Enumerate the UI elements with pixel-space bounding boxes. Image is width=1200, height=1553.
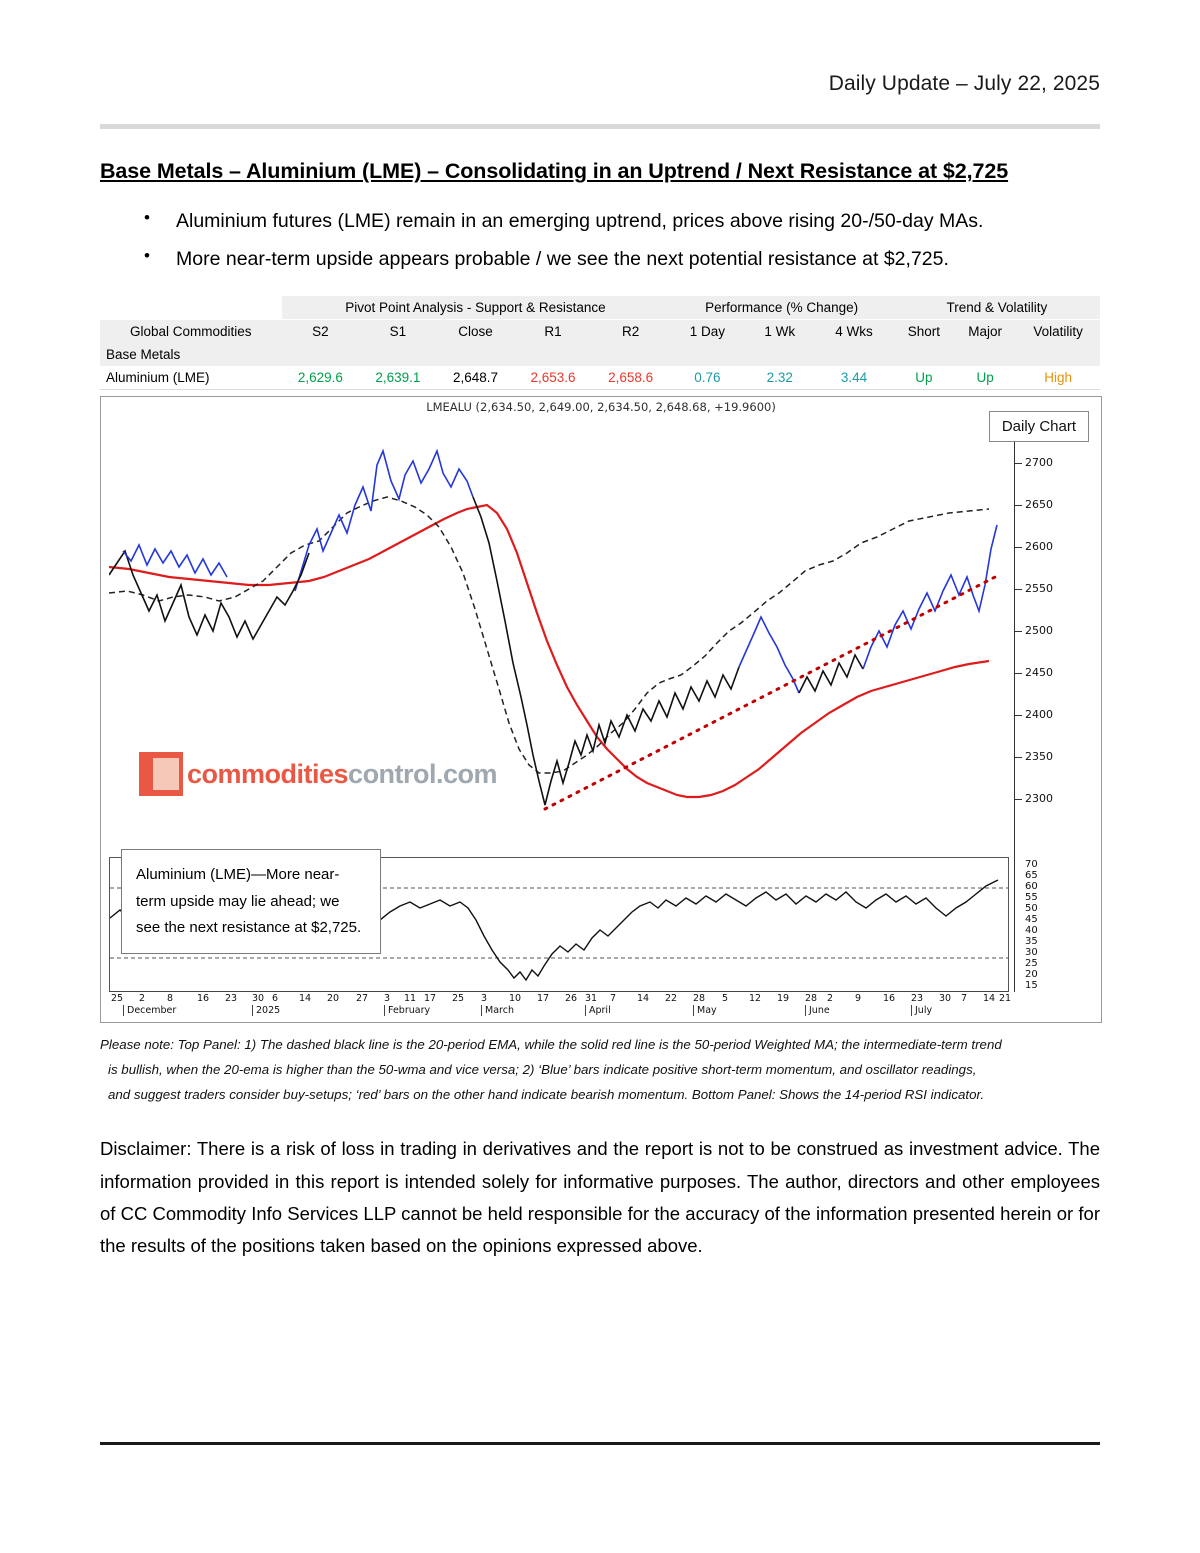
month-label: March — [481, 1005, 514, 1016]
rsi-tick: 30 — [1025, 947, 1038, 959]
time-tick: 20 — [327, 993, 340, 1005]
price-tick: 2450 — [1025, 666, 1053, 680]
rsi-tick: 55 — [1025, 892, 1038, 904]
column-header-s2: S2 — [282, 320, 360, 344]
month-label: April — [585, 1005, 611, 1016]
column-header-commodity: Global Commodities — [100, 320, 282, 344]
time-tick: 3 — [384, 993, 391, 1005]
month-label: December — [123, 1005, 176, 1016]
cell-r2: 2,658.6 — [592, 366, 670, 390]
watermark-text-primary: commodities — [187, 758, 349, 789]
column-header-r2: R2 — [592, 320, 670, 344]
month-label: 2025 — [252, 1005, 280, 1016]
column-header-short: Short — [894, 320, 954, 344]
trendline-support — [545, 575, 999, 809]
cell-s1: 2,639.1 — [359, 366, 437, 390]
cell-commodity-name: Aluminium (LME) — [100, 366, 282, 390]
rsi-tick: 60 — [1025, 881, 1038, 893]
price-bars-blue-4 — [863, 525, 997, 669]
column-header-s1: S1 — [359, 320, 437, 344]
time-axis — [109, 991, 1012, 1018]
bullet-list — [100, 206, 1100, 274]
time-tick: 11 — [404, 993, 417, 1005]
time-tick: 28 — [693, 993, 706, 1005]
watermark-text-secondary: control.com — [348, 758, 498, 789]
cell-major-trend: Up — [954, 366, 1016, 390]
time-tick: 9 — [855, 993, 862, 1005]
time-tick: 8 — [167, 993, 174, 1005]
table-header-row — [100, 320, 1100, 344]
group-header-blank — [100, 296, 282, 320]
time-tick: 16 — [197, 993, 210, 1005]
month-label: February — [384, 1005, 430, 1016]
table-category-row — [100, 343, 1100, 366]
time-tick: 6 — [272, 993, 279, 1005]
group-header-trend: Trend & Volatility — [894, 296, 1100, 320]
time-tick: 22 — [665, 993, 678, 1005]
table-row — [100, 366, 1100, 390]
group-header-performance: Performance (% Change) — [669, 296, 893, 320]
time-tick: 7 — [961, 993, 968, 1005]
time-tick: 30 — [252, 993, 265, 1005]
rsi-tick: 20 — [1025, 969, 1038, 981]
cell-s2: 2,629.6 — [282, 366, 360, 390]
pivot-point-table — [100, 296, 1100, 390]
price-tick: 2400 — [1025, 708, 1053, 722]
time-tick: 14 — [299, 993, 312, 1005]
cell-close: 2,648.7 — [437, 366, 515, 390]
time-tick: 25 — [452, 993, 465, 1005]
rsi-tick: 25 — [1025, 958, 1038, 970]
table-group-header-row — [100, 296, 1100, 320]
rsi-tick: 65 — [1025, 870, 1038, 882]
price-tick: 2600 — [1025, 540, 1053, 554]
column-header-volatility: Volatility — [1016, 320, 1100, 344]
time-tick: 5 — [722, 993, 729, 1005]
rsi-tick: 50 — [1025, 903, 1038, 915]
time-tick: 14 — [637, 993, 650, 1005]
note-line-2: is bullish, when the 20-ema is higher than the 50-wma and vice versa; 2) ‘Blue’ bars indicate positive short-term momentum, and oscillator readings, — [108, 1062, 977, 1078]
cell-1wk: 2.32 — [745, 366, 814, 390]
time-tick: 31 — [585, 993, 598, 1005]
time-tick: 16 — [883, 993, 896, 1005]
note-line-3: and suggest traders consider buy-setups; ‘red’ bars on the other hand indicate bearish momentum. Bottom Panel: Shows the 14-period RSI indicator. — [108, 1086, 985, 1102]
disclaimer-text: Disclaimer: There is a risk of loss in trading in derivatives and the report is not to be construed as investment advice. The information provided in this report is intended solely for informative purposes. The author, directors and other employees of CC Commodity Info Services LLP cannot be held responsible for the accuracy of the information presented herein or for the results of the positions taken based on the opinions expressed above. — [100, 1138, 1100, 1257]
time-tick: 2 — [139, 993, 146, 1005]
price-axis-labels — [1015, 425, 1097, 855]
time-tick: 23 — [911, 993, 924, 1005]
rsi-tick: 70 — [1025, 859, 1038, 871]
rsi-tick: 15 — [1025, 980, 1038, 992]
price-chart — [100, 396, 1102, 1023]
price-bars-blue-3 — [739, 617, 799, 693]
time-tick: 26 — [565, 993, 578, 1005]
time-tick: 28 — [805, 993, 818, 1005]
cell-4wks: 3.44 — [814, 366, 894, 390]
page-title: Base Metals – Aluminium (LME) – Consolidating in an Uptrend / Next Resistance at $2,725 — [100, 159, 1009, 183]
time-tick: 27 — [356, 993, 369, 1005]
rsi-axis-labels — [1015, 857, 1097, 992]
cell-volatility: High — [1016, 366, 1100, 390]
bullet-item: • Aluminium futures (LME) remain in an emerging uptrend, prices above rising 20-/50-day MAs. — [140, 206, 1100, 236]
ema20-line — [109, 497, 989, 773]
watermark — [139, 752, 497, 796]
time-tick: 30 — [939, 993, 952, 1005]
price-tick: 2350 — [1025, 750, 1053, 764]
column-header-4wks: 4 Wks — [814, 320, 894, 344]
time-tick: 10 — [509, 993, 522, 1005]
column-header-1wk: 1 Wk — [745, 320, 814, 344]
chart-callout: Aluminium (LME)—More near-term upside may lie ahead; we see the next resistance at $2,725. — [121, 849, 381, 954]
category-label: Base Metals — [100, 343, 1100, 366]
column-header-r1: R1 — [514, 320, 592, 344]
column-header-1day: 1 Day — [669, 320, 745, 344]
time-tick: 23 — [225, 993, 238, 1005]
month-label: June — [805, 1005, 830, 1016]
price-tick: 2500 — [1025, 624, 1053, 638]
price-tick: 2550 — [1025, 582, 1053, 596]
cell-1day: 0.76 — [669, 366, 745, 390]
price-bars-blue-2 — [295, 451, 473, 591]
footer-divider — [100, 1442, 1100, 1445]
daily-chart-badge: Daily Chart — [989, 411, 1089, 442]
price-tick: 2700 — [1025, 456, 1053, 470]
price-tick: 2300 — [1025, 792, 1053, 806]
rsi-tick: 40 — [1025, 925, 1038, 937]
chart-note — [100, 1033, 1100, 1107]
header-divider — [100, 124, 1100, 129]
price-tick: 2650 — [1025, 498, 1053, 512]
group-header-pivot: Pivot Point Analysis - Support & Resistance — [282, 296, 670, 320]
cell-r1: 2,653.6 — [514, 366, 592, 390]
time-tick: 14 — [983, 993, 996, 1005]
time-tick: 12 — [749, 993, 762, 1005]
document-header: Daily Update – July 22, 2025 — [828, 72, 1100, 95]
time-tick: 19 — [777, 993, 790, 1005]
bullet-item: • More near-term upside appears probable / we see the next potential resistance at $2,725. — [140, 244, 1100, 274]
month-label: July — [911, 1005, 932, 1016]
time-tick: 7 — [610, 993, 617, 1005]
month-label: May — [693, 1005, 717, 1016]
price-bars-blue-1 — [123, 545, 227, 577]
chart-header-quote: LMEALU (2,634.50, 2,649.00, 2,634.50, 2,648.68, +19.9600) — [426, 400, 776, 415]
time-tick: 25 — [111, 993, 124, 1005]
time-tick: 17 — [537, 993, 550, 1005]
time-tick: 17 — [424, 993, 437, 1005]
time-tick: 21 — [999, 993, 1012, 1005]
rsi-tick: 45 — [1025, 914, 1038, 926]
rsi-tick: 35 — [1025, 936, 1038, 948]
time-tick: 3 — [481, 993, 488, 1005]
cell-short-trend: Up — [894, 366, 954, 390]
column-header-close: Close — [437, 320, 515, 344]
commoditiescontrol-logo-icon — [139, 752, 183, 796]
time-tick: 2 — [827, 993, 834, 1005]
note-line-1: Please note: Top Panel: 1) The dashed black line is the 20-period EMA, while the solid red line is the 50-period Weighted MA; the intermediate-term trend — [100, 1037, 1002, 1053]
column-header-major: Major — [954, 320, 1016, 344]
